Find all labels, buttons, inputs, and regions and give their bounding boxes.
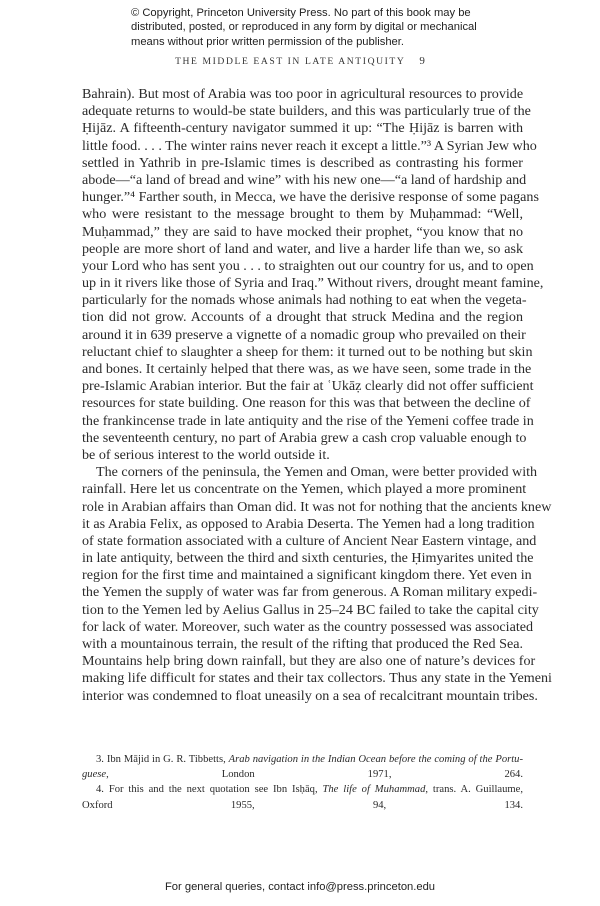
text-line: rainfall. Here let us concentrate on the Yemen, which played a more prominent — [82, 481, 527, 498]
footnote-3-cont — [82, 767, 523, 782]
text-line: in late antiquity, between the third and sixth centuries, the Ḥimyarites united the — [82, 550, 534, 567]
text-line: reluctant chief to slaughter a sheep for them: it turned out to be nothing but skin — [82, 343, 533, 360]
text-line: role in Arabian affairs than Oman did. It was not for nothing that the ancients knew — [82, 498, 552, 515]
text-line: hunger.”⁴ Farther south, in Mecca, we have the derisive response of some pagans — [82, 189, 539, 206]
body-text — [82, 86, 552, 705]
text-line: your Lord who has sent you . . . to straighten out our country for us, and to open — [82, 257, 534, 274]
text-line: the frankincense trade in late antiquity and the rise of the Yemeni coffee trade in — [82, 412, 534, 429]
copyright-line: means without prior written permission of the publisher. — [131, 35, 404, 48]
text-line: for lack of water. Moreover, such water as the country possessed was associated — [82, 618, 534, 635]
text-line: and bones. It certainly helped that there was, as we have seen, some trade in the — [82, 361, 532, 377]
footnote-title: Arab navigation in the Indian Ocean before the coming of the Portu- — [228, 754, 524, 765]
footnote-text: 4. For this and the next quotation see Ibn Isḥāq, — [96, 784, 323, 796]
footnote-title: guese — [82, 769, 107, 781]
text-line: Muḥammad,” they are said to have mocked their prophet, “you know that no — [82, 223, 523, 240]
text-line: around it in 639 preserve a vignette of a nomadic group who prevailed on their — [82, 326, 526, 343]
text-line: the seventeenth century, no part of Arabia grew a cash crop valuable enough to — [82, 429, 527, 446]
page-number: 9 — [419, 55, 425, 67]
running-head — [0, 55, 600, 67]
text-line: who were resistant to the message brought to them by Muḥammad: “Well, — [82, 206, 523, 223]
text-line: The corners of the peninsula, the Yemen and Oman, were better provided with — [96, 464, 538, 481]
text-line: settled in Yathrib in pre-Islamic times is described as contrasting his former — [82, 154, 523, 171]
footnote-4 — [82, 782, 523, 797]
text-line: Ḥijāz. A fifteenth-century navigator summed it up: “The Ḥijāz is barren with — [82, 120, 523, 137]
text-line: particularly for the nomads whose animals had nothing to eat when the vegeta- — [82, 292, 527, 309]
text-line: of state formation associated with a culture of Ancient Near Eastern vintage, and — [82, 532, 537, 549]
footnote-text: Oxford 1955, 94, 134. — [82, 799, 523, 811]
text-line: tion did not grow. Accounts of a drought that struck Medina and the region — [82, 309, 523, 326]
footnote-title: The life of Muhammad — [322, 784, 426, 796]
text-line: abode—“a land of bread and wine” with his new one—“a land of hardship and — [82, 171, 527, 188]
copyright-line: distributed, posted, or reproduced in any form by digital or mechanical — [131, 21, 477, 34]
text-line: resources for state building. One reason for this was that between the decline of — [82, 395, 531, 412]
text-line: be of serious interest to the world outside it. — [82, 446, 330, 463]
footnote-text: , trans. A. Guillaume, — [425, 784, 523, 796]
text-line: pre-Islamic Arabian interior. But the fair at ʿUkāẓ clearly did not offer sufficient — [82, 378, 534, 395]
text-line: region for the first time and maintained a significant kingdom there. Yet even in — [82, 567, 532, 584]
text-line: interior was condemned to float uneasily on a sea of recalcitrant mountain tribes. — [82, 687, 538, 704]
text-line: making life difficult for states and their tax collectors. Thus any state in the Yemeni — [82, 670, 552, 687]
footer-contact: For general queries, contact info@press.princeton.edu — [164, 881, 436, 893]
text-line: adequate returns to would-be state builders, and this was particularly true of the — [82, 103, 531, 120]
running-head-title: THE MIDDLE EAST IN LATE ANTIQUITY — [175, 56, 406, 67]
footnotes — [82, 752, 523, 813]
text-line: Mountains help bring down rainfall, but they are also one of nature’s devices for — [82, 653, 536, 670]
footnote-text: , London 1971, 264. — [106, 769, 523, 781]
text-line: little food. . . . The winter rains never reach it except a little.”³ A Syrian Jew who — [82, 137, 537, 154]
text-line: the Yemen the supply of water was far from generous. A Roman military expedi- — [82, 584, 538, 601]
text-line: tion to the Yemen led by Aelius Gallus in 25–24 BC failed to take the capital city — [82, 601, 539, 618]
text-line: up in it rivers like those of Syria and Iraq.” Without rivers, drought meant famine, — [82, 275, 544, 292]
footnote-3 — [82, 752, 523, 767]
text-line: it as Arabia Felix, as opposed to Arabia Deserta. The Yemen had a long tradition — [82, 515, 535, 532]
copyright-line: © Copyright, Princeton University Press. No part of this book may be — [131, 7, 471, 19]
text-line: people are more short of land and water, and live a harder life than we, so ask — [82, 240, 523, 257]
text-line: with a mountainous terrain, the result of the rifting that produced the Red Sea. — [82, 636, 523, 652]
footnote-4-cont — [82, 798, 523, 813]
copyright-notice — [131, 6, 477, 49]
footnote-text: 3. Ibn Mājid in G. R. Tibbetts, — [96, 754, 229, 765]
text-line: Bahrain). But most of Arabia was too poor in agricultural resources to provide — [82, 86, 524, 102]
